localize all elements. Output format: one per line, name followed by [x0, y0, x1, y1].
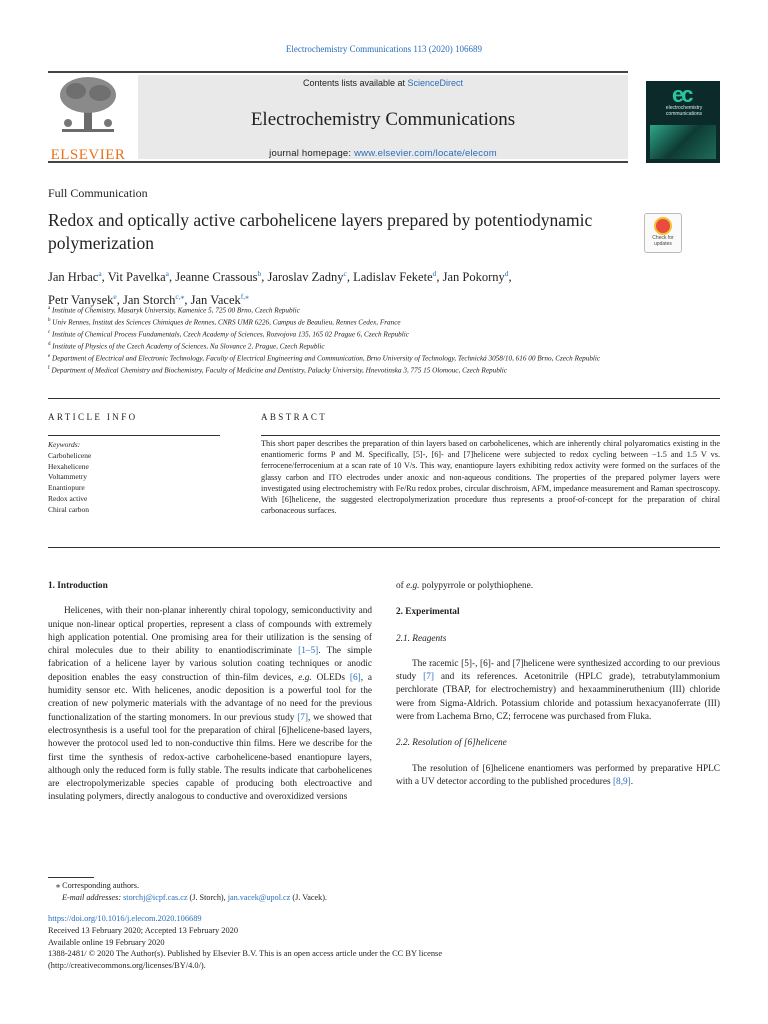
footnotes	[48, 880, 448, 903]
author-name[interactable]: Vit Pavelka	[107, 270, 166, 285]
footnote-rule	[48, 877, 94, 878]
reagents-text-a: The racemic [5]-, [6]- and [7]helicene were synthesized according to our previous study	[396, 658, 720, 683]
abstract-bottom-rule	[48, 547, 720, 548]
affiliation-item	[48, 352, 688, 364]
author-affiliation-marker[interactable]: a	[165, 269, 169, 278]
author-affiliation-marker[interactable]: d	[432, 269, 437, 278]
doi-link[interactable]: https://doi.org/10.1016/j.elecom.2020.106689	[48, 914, 202, 923]
author-name[interactable]: Ladislav Fekete	[353, 270, 433, 285]
cover-top-band	[646, 73, 720, 81]
author-name[interactable]: Jan Vacek	[190, 293, 241, 308]
intro-text-a: Helicenes, with their non-planar inherently chiral topology, semiconductivity and unique non-linear optical properties, represent a class of compounds with extremely high application potential. One promising area for their utilization is the sensing of chiral molecules due to their ability to enantiodiscriminate	[48, 606, 372, 657]
author-line-2: Petr Vanysek$^e$, Jan Storch$^{c,⁎}$, Jan Vacek$^{f,⁎}$	[48, 292, 249, 308]
author-name[interactable]: Jaroslav Zadny	[267, 270, 344, 285]
reagents-text-b: and its references. Acetonitrile (HPLC grade), tetrabutylammonium perchlorate (TBAP, for electrochemistry) and hexaammineruthenium (III) chloride were from Sigma-Aldrich. Potassium chloride and potassium hexacyanoferrate (III) were from Lachema Brno, CZ; ferrocene was purchased from Fluka.	[396, 672, 720, 723]
cont-text-b: polypyrrole or polythiophene.	[419, 581, 534, 591]
homepage-prefix: journal homepage:	[269, 148, 355, 159]
abstract-rule	[261, 435, 720, 436]
homepage-link[interactable]: www.elsevier.com/locate/elecom	[354, 148, 497, 159]
cont-eg: e.g.	[406, 581, 420, 591]
keyword-item: Redox active	[48, 493, 88, 503]
intro-eg: e.g.	[298, 672, 312, 683]
license-line-2: (http://creativecommons.org/licenses/BY/4.0/).	[48, 961, 206, 971]
article-type: Full Communication	[48, 186, 148, 200]
keyword-item: Carbohelicene	[48, 450, 92, 460]
keywords-block	[48, 440, 91, 516]
ref-6-link[interactable]: [6]	[349, 672, 361, 683]
author-name[interactable]: Jan Hrbac	[48, 270, 99, 285]
keywords-label: Keywords:	[48, 440, 81, 449]
keyword-item: Voltammetry	[48, 472, 88, 482]
email-addresses	[48, 892, 448, 904]
left-column	[48, 580, 372, 805]
author-name[interactable]: Jan Storch	[122, 293, 176, 308]
contents-line	[138, 78, 628, 88]
keyword-item: Hexahelicene	[48, 461, 89, 471]
journal-cover-image[interactable]	[646, 73, 720, 163]
affiliation-marker: f	[48, 365, 50, 371]
cont-text-a: of	[396, 581, 407, 591]
cover-logo-icon: ec	[672, 82, 691, 107]
continuation-paragraph	[396, 580, 720, 593]
abstract-text: This short paper describes the preparation of thin layers based on carbohelicenes, which are inherently chiral polyaromatics existing in the enantiomeric forms P and M. Specifically, [5]-, [6]- and [7]helicene were subjected to redox cycling between −1.5 and 1.5 V vs. ferrocene/ferrocenium at a scan rate of 10 V/s. This way, enantiopure layers exhibiting redox activity were formed on the surfaces of the glassy carbon and ITO electrodes under anoxic and non-aqueous conditions. The properties of the prepared polymer layers were investigated using electrochemistry with Fe/Ru redox probes, circular dischroism, AFM, impedance measurement and Raman spectroscopy. With [6]helicene, the suggested electropolymerization procedure thus represents a proof-of-concept for the preparation of chiral carbonaceous surfaces.	[261, 439, 720, 516]
author-name[interactable]: Jan Pokorny	[442, 270, 505, 285]
right-column	[396, 580, 720, 789]
intro-text-c: OLEDs	[311, 672, 350, 683]
header-panel	[138, 75, 628, 159]
email1-owner: (J. Storch),	[187, 892, 228, 902]
check-for-updates-icon	[654, 217, 672, 235]
affiliation-item	[48, 328, 688, 340]
journal-homepage	[138, 148, 628, 159]
resolution-text-b: .	[630, 776, 634, 787]
author-affiliation-marker[interactable]: d	[504, 269, 509, 278]
intro-text-d: , a humidity sensor etc. With helicenes, anodic deposition is a powerful tool for the creation of new polymeric materials with the advantage of no need for the previous functionalization of the starting monomers. In our previous study	[48, 672, 372, 723]
keyword-item: Chiral carbon	[48, 504, 90, 514]
affiliation-text: Institute of Physics of the Czech Academy of Sciences, Na Slovance 2, Prague, Czech Republic	[50, 342, 325, 351]
affiliation-item	[48, 316, 688, 328]
affiliation-text: Univ Rennes, Institut des Sciences Chimiques de Rennes, CNRS UMR 6226, Campus de Beaulieu, Rennes Cedex, France	[50, 318, 401, 327]
journal-reference[interactable]	[0, 44, 768, 54]
keyword-item: Enantiopure	[48, 483, 85, 493]
available-online-date: Available online 19 February 2020	[48, 937, 165, 947]
resolution-text-a: The resolution of [6]helicene enantiomers was performed by preparative HPLC with a UV detector according to the published procedures	[396, 763, 720, 787]
ref-7-link[interactable]: [7]	[297, 712, 309, 723]
journal-title: Electrochemistry Communications	[250, 109, 516, 130]
ref-7-link[interactable]: [7]	[423, 672, 434, 683]
affiliation-marker: b	[48, 317, 51, 323]
affiliation-marker: e	[48, 353, 51, 359]
author-affiliation-marker[interactable]: a	[98, 269, 102, 278]
license-line-1: 1388-2481/ © 2020 The Author(s). Published by Elsevier B.V. This is an open access article under the CC BY license	[48, 949, 443, 959]
introduction-heading: 1. Introduction	[48, 581, 108, 591]
reagents-heading: 2.1. Reagents	[396, 633, 447, 644]
email-label: E-mail addresses:	[62, 892, 124, 902]
affiliations	[48, 304, 688, 376]
author-affiliation-marker[interactable]: c,⁎	[175, 292, 185, 302]
elsevier-logo[interactable]	[48, 75, 128, 163]
intro-text-e: , we showed that electrosynthesis is a useful tool for the preparation of chiral [6]helicene-based layers, however the protocol used led to non-conductive thin films. Here we describe for the first time the synthesis of redox-active carbohelicene-based enantiopure layers, although only the reduced form is fully stable. The results indicate that carbohelicenes are electropolymerizable species capable of producing both electroactive and insulating polymers, directly analogous to conductive and overoxidized versions	[48, 712, 372, 803]
author-name[interactable]: Petr Vanysek	[48, 293, 114, 308]
intro-text-b: . The simple fabrication of a helicene layer by various solution coating techniques or anodic deposition enables the easy construction of thin-film devices,	[48, 646, 372, 683]
author-affiliation-marker[interactable]: f,⁎	[240, 292, 249, 302]
affiliation-text: Institute of Chemical Process Fundamentals, Czech Academy of Sciences, Rozvojova 135, 165 02 Prague 6, Czech Republic	[50, 330, 409, 339]
affiliation-text: Department of Medical Chemistry and Biochemistry, Faculty of Medicine and Dentistry, Palacky University, Hnevotinska 3, 775 15 Olomouc, Czech Republic	[49, 366, 507, 375]
email2-owner: (J. Vacek).	[290, 892, 327, 902]
publication-info	[48, 913, 568, 972]
affiliation-text: Institute of Chemistry, Masaryk University, Kamenice 5, 725 00 Brno, Czech Republic	[50, 306, 300, 315]
affiliation-item	[48, 364, 688, 376]
contents-prefix: Contents lists available at	[302, 78, 408, 88]
reagents-paragraph	[396, 658, 720, 724]
abstract-heading: ABSTRACT	[261, 412, 328, 422]
cover-artwork	[650, 125, 716, 159]
affiliation-marker: a	[48, 306, 51, 311]
email-storch-link[interactable]: storchj@icpf.cas.cz	[123, 892, 188, 902]
resolution-paragraph	[396, 763, 720, 790]
affiliation-item	[48, 304, 688, 316]
ref-1-5-link[interactable]: [1–5]	[298, 646, 319, 657]
header-top-rule	[48, 71, 628, 73]
journal-reference-link[interactable]: Electrochemistry Communications 113 (2020) 106689	[285, 44, 483, 54]
check-for-updates-button[interactable]	[644, 213, 682, 253]
header-bottom-rule	[48, 161, 628, 163]
elsevier-wordmark: ELSEVIER	[50, 147, 126, 163]
introduction-paragraph	[48, 605, 372, 804]
affiliation-item	[48, 340, 688, 352]
article-title: Redox and optically active carbohelicene layers prepared by potentiodynamic polymerization	[48, 210, 593, 253]
author-line-1: Jan Hrbac$^a$, Vit Pavelka$^a$, Jeanne Crassous$^b$, Jaroslav Zadny$^c$, Ladislav Fekete$^d$, Jan Pokorny$^d$,	[48, 269, 512, 285]
cover-journal-name: electrochemistry communications	[665, 105, 703, 117]
author-affiliation-marker[interactable]: c	[343, 269, 347, 278]
affiliation-text: Department of Electrical and Electronic Technology, Faculty of Electrical Engineering and Communication, Brno University of Technology, Technická 3058/10, 616 00 Brno, Czech Republic	[50, 354, 601, 363]
author-name[interactable]: Jeanne Crassous	[175, 270, 258, 285]
check-for-updates-label: Check for updates	[652, 235, 674, 247]
ref-8-9-link[interactable]: [8,9]	[612, 776, 631, 787]
experimental-heading: 2. Experimental	[396, 607, 460, 618]
journal-header	[48, 71, 628, 163]
affiliation-marker: d	[48, 341, 51, 347]
info-top-rule	[48, 398, 720, 399]
affiliation-marker: c	[48, 329, 51, 335]
article-info-heading: ARTICLE INFO	[48, 412, 138, 422]
received-dates: Received 13 February 2020; Accepted 13 February 2020	[48, 925, 239, 935]
author-affiliation-marker[interactable]: b	[257, 269, 262, 278]
author-affiliation-marker[interactable]: e	[113, 292, 117, 302]
elsevier-tree-icon	[56, 75, 120, 135]
sciencedirect-link[interactable]: ScienceDirect	[407, 78, 464, 88]
email-vacek-link[interactable]: jan.vacek@upol.cz	[227, 892, 291, 902]
article-info-rule	[48, 435, 220, 436]
keywords-list	[48, 451, 91, 516]
corresponding-authors-note: ⁎ Corresponding authors.	[56, 881, 140, 890]
resolution-heading: 2.2. Resolution of [6]helicene	[396, 738, 507, 749]
